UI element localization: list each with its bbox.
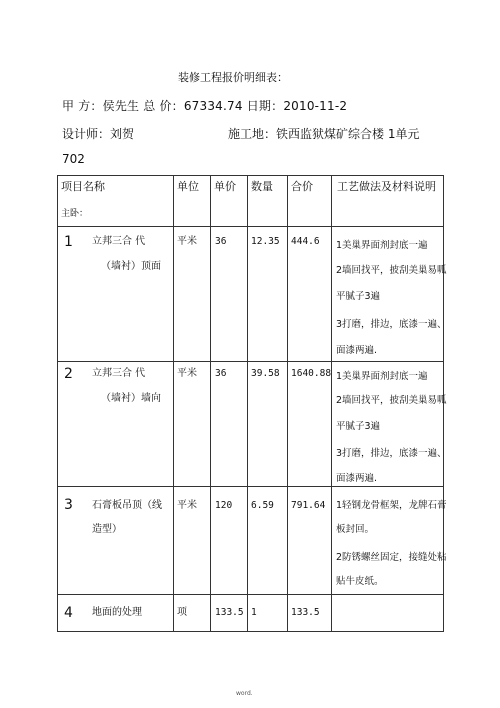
item-unit: 项: [177, 607, 187, 618]
item-name: 立邦三合 代: [92, 368, 146, 379]
table-rule: [247, 175, 248, 632]
header-name: 项目名称: [61, 180, 105, 193]
item-desc: 3打磨，排边，底漆一遍、: [336, 319, 447, 330]
table-rule: [57, 175, 58, 632]
item-name: （墙衬）墙向: [101, 393, 161, 404]
header-unit: 单位: [177, 180, 199, 193]
item-price: 36: [215, 236, 227, 247]
header-qty: 数量: [251, 180, 273, 193]
item-price: 36: [215, 368, 227, 379]
item-price: 133.5: [215, 607, 244, 618]
site-line: 施工地：铁西监狱煤矿综合楼 1单元: [228, 127, 420, 141]
item-desc: 平腻子3遍: [336, 291, 381, 302]
item-unit: 平米: [177, 236, 197, 247]
item-name: （墙衬）顶面: [101, 261, 161, 272]
item-unit: 平米: [177, 368, 197, 379]
row-number: 3: [64, 497, 73, 513]
item-name: 立邦三合 代: [92, 236, 146, 247]
item-desc: 1美巢界面剂封底一遍: [336, 371, 428, 382]
item-name: 地面的处理: [92, 607, 142, 618]
table-rule: [287, 175, 288, 632]
header-desc: 工艺做法及材料说明: [337, 180, 436, 193]
item-desc: 面漆两遍.: [336, 473, 378, 484]
row-number: 2: [64, 366, 73, 382]
row-number: 4: [64, 605, 73, 621]
item-unit: 平米: [177, 500, 197, 511]
item-total: 133.5: [291, 607, 320, 618]
table-rule: [210, 175, 211, 632]
row-number: 1: [64, 234, 73, 250]
header-price: 单价: [214, 180, 236, 193]
quote-table: [57, 175, 447, 632]
item-total: 791.64: [291, 500, 326, 511]
item-desc: 1轻钢龙骨框架，龙牌石膏: [336, 500, 447, 511]
item-desc: 1美巢界面剂封底一遍: [336, 240, 428, 251]
table-rule: [57, 486, 444, 487]
item-desc: 2墙回找平，披刮美巢易呱: [336, 395, 447, 406]
item-desc: 2墙回找平，披刮美巢易呱: [336, 265, 447, 276]
table-rule: [57, 226, 444, 227]
table-rule: [57, 361, 444, 362]
item-desc: 贴牛皮纸。: [336, 576, 384, 587]
item-price: 120: [215, 500, 233, 511]
item-desc: 2防锈螺丝固定，接缝处粘: [336, 552, 447, 563]
item-qty: 1: [251, 607, 257, 618]
table-rule: [57, 594, 444, 595]
item-desc: 面漆两遍.: [336, 345, 378, 356]
page-footer: word.: [236, 690, 253, 697]
item-qty: 12.35: [251, 236, 280, 247]
item-desc: 平腻子3遍: [336, 421, 381, 432]
item-name: 石膏板吊顶（线: [92, 500, 162, 511]
header-total: 合价: [291, 180, 313, 193]
document-title: 装修工程报价明细表：: [178, 71, 288, 84]
table-rule: [57, 631, 444, 632]
unit-number: 702: [62, 152, 85, 166]
item-total: 444.6: [291, 236, 320, 247]
item-name: 造型）: [92, 524, 122, 535]
designer-line: 设计师：刘贺: [62, 127, 135, 141]
table-rule: [57, 175, 444, 176]
item-qty: 39.58: [251, 368, 280, 379]
client-total-date-line: 甲 方：侯先生 总 价：67334.74 日期：2010-11-2: [62, 99, 348, 113]
item-total: 1640.88: [291, 368, 332, 379]
table-rule: [173, 175, 174, 632]
item-qty: 6.59: [251, 500, 274, 511]
item-desc: 板封回。: [336, 524, 375, 535]
section-label: 主卧：: [61, 209, 89, 219]
table-rule: [331, 175, 332, 632]
item-desc: 3打磨，排边，底漆一遍、: [336, 448, 447, 459]
